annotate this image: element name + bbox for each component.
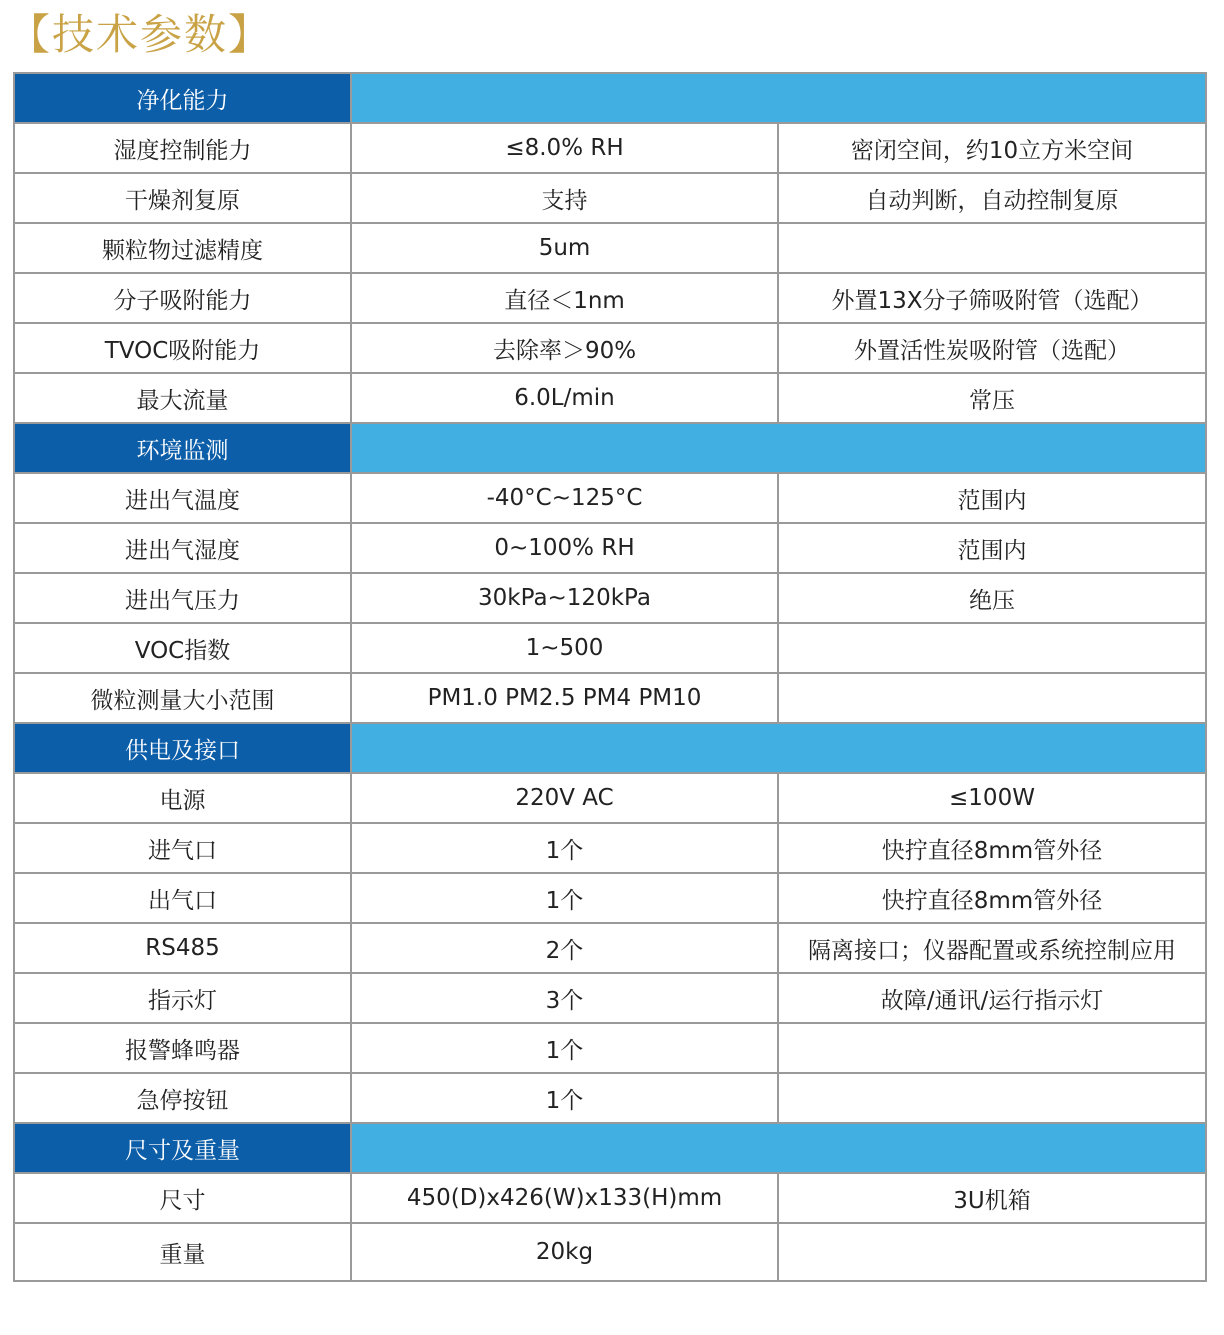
- table-row: [14, 523, 1206, 573]
- param-name: 急停按钮: [14, 1073, 351, 1123]
- table-row: [14, 623, 1206, 673]
- param-value: 直径＜1nm: [351, 273, 778, 323]
- param-note: ≤100W: [778, 773, 1206, 823]
- param-name: 进出气压力: [14, 573, 351, 623]
- param-value: 1个: [351, 1023, 778, 1073]
- param-name: 干燥剂复原: [14, 173, 351, 223]
- table-row: [14, 973, 1206, 1023]
- param-note: 密闭空间，约10立方米空间: [778, 123, 1206, 173]
- param-name: 重量: [14, 1223, 351, 1281]
- param-value: 6.0L/min: [351, 373, 778, 423]
- param-name: 湿度控制能力: [14, 123, 351, 173]
- param-note: 自动判断，自动控制复原: [778, 173, 1206, 223]
- param-note: [778, 1223, 1206, 1281]
- param-value: ≤8.0% RH: [351, 123, 778, 173]
- param-value: 0~100% RH: [351, 523, 778, 573]
- table-row: [14, 323, 1206, 373]
- param-note: 常压: [778, 373, 1206, 423]
- param-name: 微粒测量大小范围: [14, 673, 351, 723]
- param-name: 进出气湿度: [14, 523, 351, 573]
- table-row: [14, 123, 1206, 173]
- param-note: 3U机箱: [778, 1173, 1206, 1223]
- section-header-row: [14, 1123, 1206, 1173]
- param-value: PM1.0 PM2.5 PM4 PM10: [351, 673, 778, 723]
- param-value: 1个: [351, 1073, 778, 1123]
- param-name: RS485: [14, 923, 351, 973]
- section-header-bar: [351, 73, 1206, 123]
- table-row: [14, 1223, 1206, 1281]
- param-value: 450(D)x426(W)x133(H)mm: [351, 1173, 778, 1223]
- section-title: 环境监测: [14, 423, 351, 473]
- param-name: 尺寸: [14, 1173, 351, 1223]
- table-row: [14, 373, 1206, 423]
- table-row: [14, 1173, 1206, 1223]
- param-name: 指示灯: [14, 973, 351, 1023]
- param-note: [778, 673, 1206, 723]
- param-value: 30kPa~120kPa: [351, 573, 778, 623]
- param-value: -40°C~125°C: [351, 473, 778, 523]
- table-row: [14, 573, 1206, 623]
- section-title: 尺寸及重量: [14, 1123, 351, 1173]
- param-note: 快拧直径8mm管外径: [778, 823, 1206, 873]
- param-note: 快拧直径8mm管外径: [778, 873, 1206, 923]
- section-header-row: [14, 723, 1206, 773]
- param-value: 3个: [351, 973, 778, 1023]
- page-title: 【技术参数】: [8, 10, 273, 59]
- table-row: [14, 1073, 1206, 1123]
- param-note: 外置活性炭吸附管（选配）: [778, 323, 1206, 373]
- param-name: 颗粒物过滤精度: [14, 223, 351, 273]
- param-name: TVOC吸附能力: [14, 323, 351, 373]
- param-value: 2个: [351, 923, 778, 973]
- param-note: 范围内: [778, 473, 1206, 523]
- table-row: [14, 173, 1206, 223]
- param-note: 外置13X分子筛吸附管（选配）: [778, 273, 1206, 323]
- param-name: 进出气温度: [14, 473, 351, 523]
- param-note: [778, 1073, 1206, 1123]
- param-value: 20kg: [351, 1223, 778, 1281]
- param-note: [778, 223, 1206, 273]
- section-header-bar: [351, 1123, 1206, 1173]
- param-value: 1个: [351, 873, 778, 923]
- param-note: [778, 623, 1206, 673]
- table-row: [14, 273, 1206, 323]
- param-value: 1个: [351, 823, 778, 873]
- table-row: [14, 673, 1206, 723]
- param-value: 去除率＞90%: [351, 323, 778, 373]
- param-name: 分子吸附能力: [14, 273, 351, 323]
- param-value: 220V AC: [351, 773, 778, 823]
- param-note: [778, 1023, 1206, 1073]
- param-name: VOC指数: [14, 623, 351, 673]
- param-note: 绝压: [778, 573, 1206, 623]
- spec-table: [13, 72, 1207, 1282]
- section-header-row: [14, 423, 1206, 473]
- param-note: 故障/通讯/运行指示灯: [778, 973, 1206, 1023]
- param-value: 5um: [351, 223, 778, 273]
- param-name: 进气口: [14, 823, 351, 873]
- param-note: 范围内: [778, 523, 1206, 573]
- table-row: [14, 873, 1206, 923]
- table-row: [14, 473, 1206, 523]
- table-row: [14, 823, 1206, 873]
- table-row: [14, 923, 1206, 973]
- section-header-row: [14, 73, 1206, 123]
- param-name: 出气口: [14, 873, 351, 923]
- param-value: 1~500: [351, 623, 778, 673]
- table-row: [14, 773, 1206, 823]
- param-name: 最大流量: [14, 373, 351, 423]
- param-note: 隔离接口；仪器配置或系统控制应用: [778, 923, 1206, 973]
- table-row: [14, 223, 1206, 273]
- param-name: 报警蜂鸣器: [14, 1023, 351, 1073]
- section-title: 供电及接口: [14, 723, 351, 773]
- section-title: 净化能力: [14, 73, 351, 123]
- table-row: [14, 1023, 1206, 1073]
- param-name: 电源: [14, 773, 351, 823]
- section-header-bar: [351, 723, 1206, 773]
- param-value: 支持: [351, 173, 778, 223]
- section-header-bar: [351, 423, 1206, 473]
